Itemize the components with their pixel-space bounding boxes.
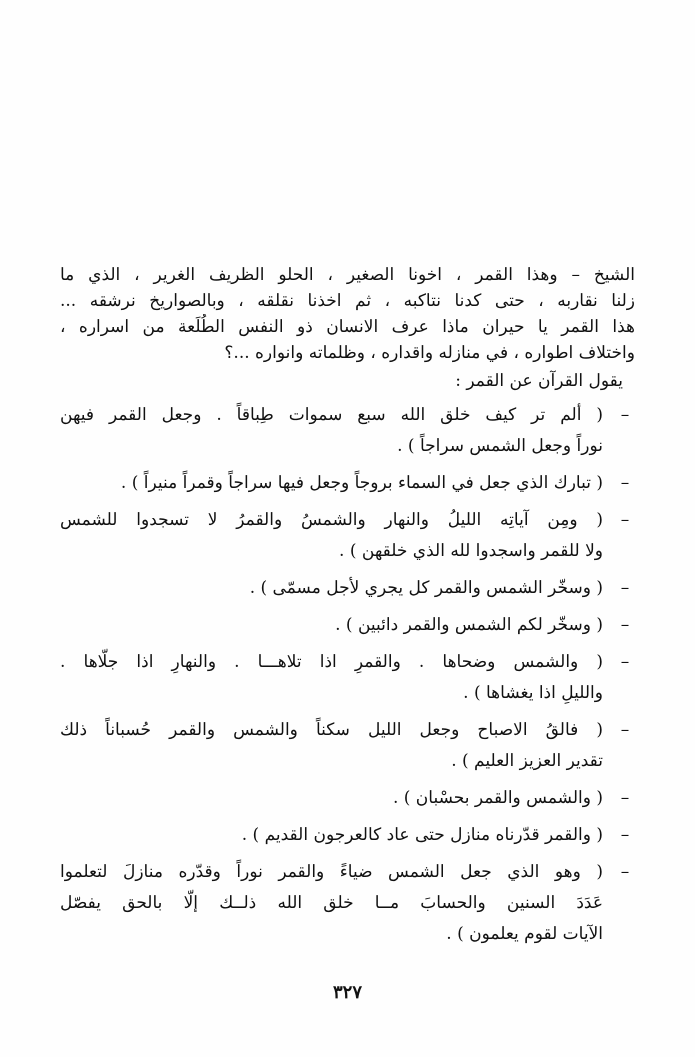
page-number: ٣٢٧	[332, 982, 362, 1003]
verse-line: ( ومِن آياتِه الليلُ والنهار والشمسُ والقمرُ لا تسجدوا للشمس	[60, 510, 603, 530]
verse-line: تقدير العزيز العليم ) .	[451, 751, 603, 771]
intro-paragraph	[60, 262, 635, 366]
verse-line: ولا للقمر واسجدوا لله الذي خلقهن ) .	[339, 541, 603, 561]
verse-line: ( والشمس وضحاها . والقمرِ اذا تلاهـــا . والنهارِ اذا جلّاها .	[60, 652, 603, 672]
dash-bullet: –	[620, 615, 630, 635]
verse-line: عَدَدَ السنين والحسابَ مــا خلق الله ذلــك إلّا بالحق يفصّل	[60, 893, 603, 913]
verse-item	[60, 647, 635, 709]
dash-bullet: –	[620, 510, 630, 530]
page-text	[60, 262, 635, 950]
verse-line: ( ألم تر كيف خلق الله سبع سموات طِباقاً . وجعل القمر فيهن	[60, 405, 603, 425]
verse-item	[60, 783, 635, 814]
verse-line: نوراً وجعل الشمس سراجاً ) .	[397, 436, 603, 456]
verse-item	[60, 400, 635, 462]
verse-line: ( وهو الذي جعل الشمس ضياءً والقمر نوراً وقدّره منازلَ لتعلموا	[60, 862, 603, 882]
paragraph-line: واختلاف اطواره ، في منازله واقداره ، وظلماته وانواره ...؟	[224, 343, 635, 363]
verse-item	[60, 715, 635, 777]
paragraph-line: هذا القمر يا حيران ماذا عرف الانسان ذو النفس الطُلَعة من اسراره ،	[60, 317, 635, 337]
verse-line: ( فالقُ الاصباح وجعل الليل سكناً والشمس والقمر حُسباناً ذلك	[60, 720, 603, 740]
verse-item	[60, 573, 635, 604]
verse-line: ( وسخّر الشمس والقمر كل يجري لأجل مسمّى ) .	[249, 578, 603, 598]
dash-bullet: –	[620, 788, 630, 808]
verse-line: ( وسخّر لكم الشمس والقمر دائبين ) .	[335, 615, 603, 635]
verse-list	[60, 400, 635, 950]
section-heading: يقول القرآن عن القمر :	[455, 371, 623, 391]
dash-bullet: –	[620, 405, 630, 425]
dash-bullet: –	[620, 652, 630, 672]
verse-line: ( والشمس والقمر بحسْبان ) .	[392, 788, 603, 808]
verse-line: والليلِ اذا يغشاها ) .	[463, 683, 603, 703]
verse-line: الآيات لقوم يعلمون ) .	[446, 924, 603, 944]
dash-bullet: –	[620, 720, 630, 740]
verse-item	[60, 468, 635, 499]
dash-bullet: –	[620, 825, 630, 845]
verse-item	[60, 820, 635, 851]
verse-item	[60, 857, 635, 950]
dash-bullet: –	[620, 862, 630, 882]
dash-bullet: –	[620, 473, 630, 493]
dash-bullet: –	[620, 578, 630, 598]
verse-line: ( تبارك الذي جعل في السماء بروجاً وجعل فيها سراجاً وقمراً منيراً ) .	[120, 473, 603, 493]
verse-line: ( والقمر قدّرناه منازل حتى عاد كالعرجون القديم ) .	[241, 825, 603, 845]
verse-item	[60, 505, 635, 567]
paragraph-line: زلنا نقاربه ، حتى كدنا نتاكبه ، ثم اخذنا نقلقه ، وبالصواريخ نرشقه ...	[60, 291, 635, 311]
paragraph-line: الشيخ – وهذا القمر ، اخونا الصغير ، الحلو الظريف الغرير ، الذي ما	[60, 265, 635, 285]
verse-item	[60, 610, 635, 641]
